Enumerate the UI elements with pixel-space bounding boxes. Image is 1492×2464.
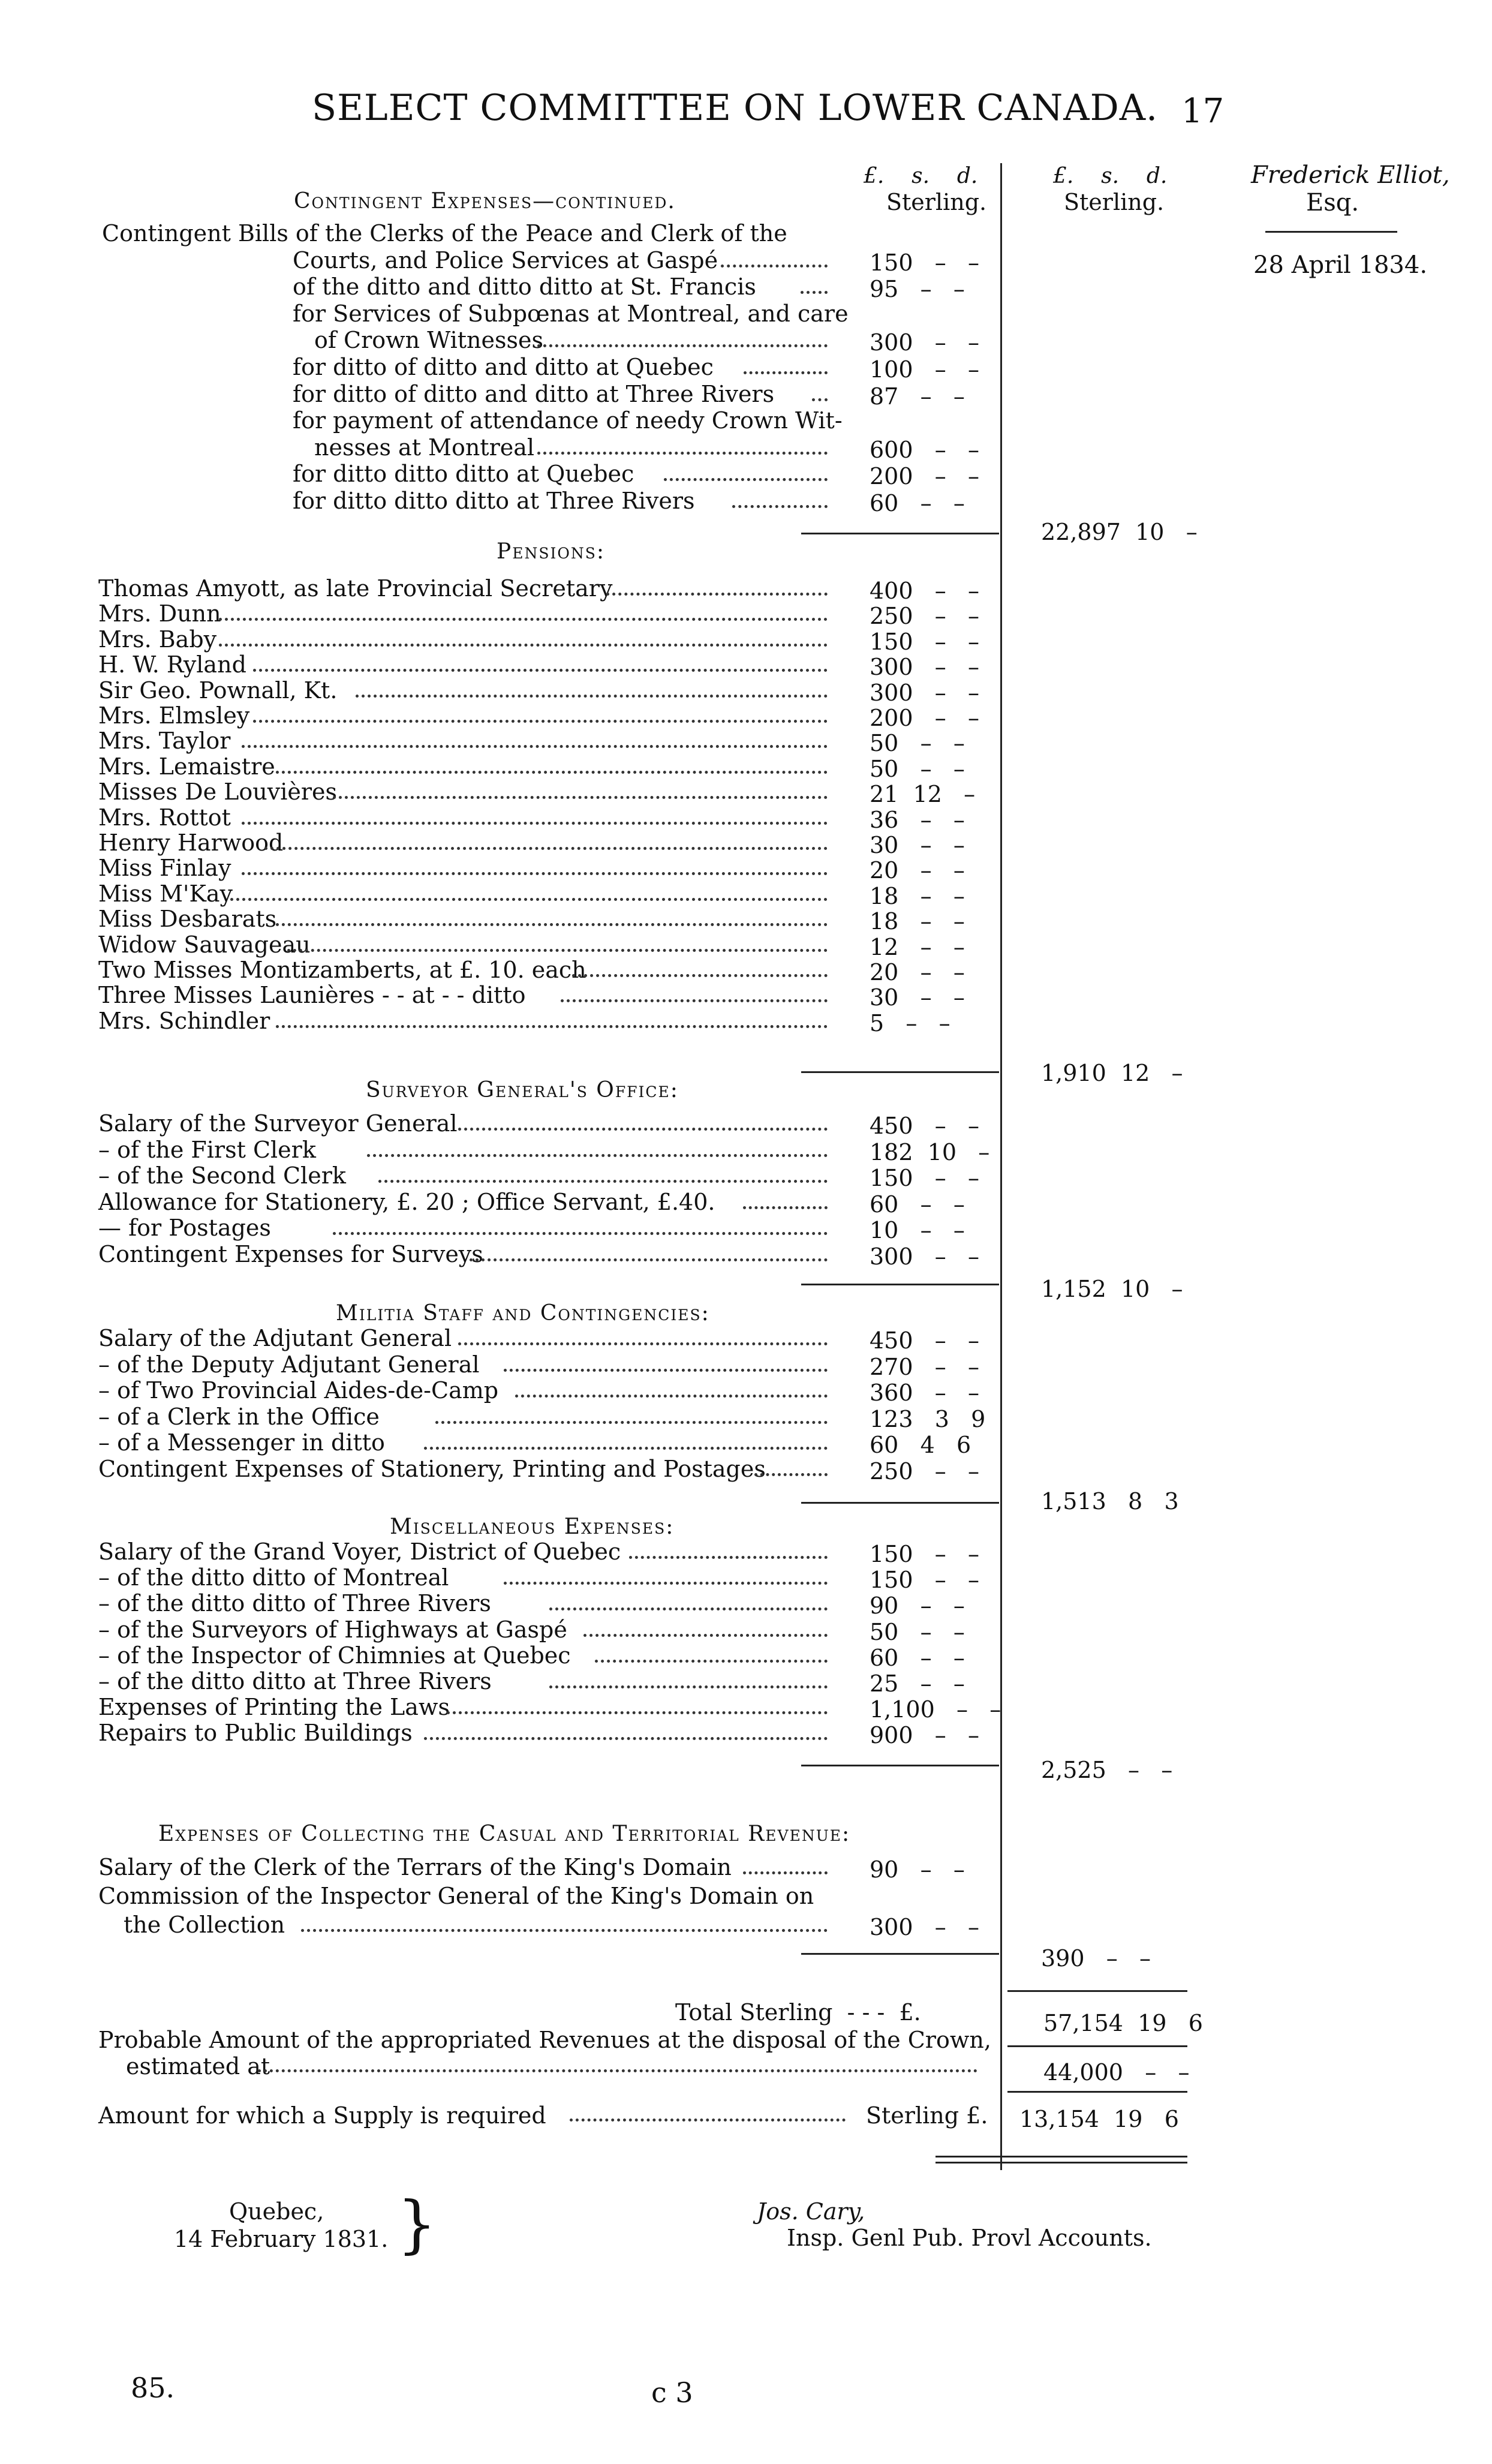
leader-dots <box>549 1685 828 1688</box>
ledger-row-amount: 200 – – <box>870 705 980 731</box>
left-col-sterling: Sterling. <box>886 189 987 215</box>
ledger-row-amount: 36 – – <box>870 807 965 833</box>
ledger-row-label: Mrs. Taylor <box>98 728 231 754</box>
leader-dots <box>378 1180 828 1183</box>
ledger-row-amount: 300 – – <box>870 1914 980 1940</box>
section-subtotal-rule <box>801 1502 999 1504</box>
ledger-row-amount: 150 – – <box>870 250 980 276</box>
supply-unit: Sterling £. <box>866 2102 988 2129</box>
ledger-row-label: H. W. Ryland <box>98 651 246 678</box>
leader-dots <box>287 949 828 952</box>
leader-dots <box>230 898 828 901</box>
leader-dots <box>629 1556 828 1559</box>
ledger-row-label: Misses De Louvières <box>98 779 338 805</box>
leader-dots <box>276 1025 828 1028</box>
ledger-row-label: Miss M'Kay <box>98 881 233 907</box>
leader-dots <box>458 1342 828 1345</box>
ledger-row-amount: 30 – – <box>870 832 965 858</box>
probable-label-2: estimated at <box>126 2053 270 2080</box>
ledger-row-label: for ditto of ditto and ditto at Three Rivers <box>293 381 775 407</box>
ledger-row-amount: 200 – – <box>870 463 980 489</box>
section-subtotal-rule <box>801 1953 999 1955</box>
ledger-row-amount: 1,100 – – <box>870 1696 1001 1723</box>
ledger-row-amount: 10 – – <box>870 1217 965 1243</box>
ledger-row-amount: 50 – – <box>870 756 965 782</box>
witness-rule <box>1265 231 1397 233</box>
ledger-row-label: – of Two Provincial Aides-de-Camp <box>98 1377 499 1404</box>
section-title-misc: Miscellaneous Expenses: <box>390 1515 675 1539</box>
section-title-surveyor: Surveyor General's Office: <box>366 1078 679 1102</box>
ledger-row-amount: 20 – – <box>870 857 965 884</box>
ledger-row-label: of the ditto and ditto ditto at St. Francis <box>293 274 756 300</box>
ledger-row-amount: 450 – – <box>870 1327 980 1354</box>
section-title-contingent: Contingent Expenses—continued. <box>294 189 676 214</box>
leader-dots <box>264 847 828 850</box>
ledger-row-label: Contingent Expenses of Stationery, Printing and Postages <box>98 1456 766 1482</box>
leader-dots <box>743 1871 828 1874</box>
ledger-row-label: – of a Clerk in the Office <box>98 1404 380 1430</box>
footer-place: Quebec, <box>229 2198 324 2225</box>
signature-name: Jos. Cary, <box>757 2198 865 2225</box>
probable-label-1: Probable Amount of the appropriated Revenues at the disposal of the Crown, <box>98 2027 991 2053</box>
leader-dots <box>435 1421 828 1424</box>
leader-dots <box>424 1737 828 1740</box>
ledger-row-label: Commission of the Inspector General of the King's Domain on <box>98 1883 814 1909</box>
leader-dots <box>721 265 828 268</box>
supply-leader <box>570 2119 846 2122</box>
leader-dots <box>301 1929 828 1932</box>
ledger-row-amount: 150 – – <box>870 629 980 655</box>
ledger-row-amount: 87 – – <box>870 383 965 410</box>
ledger-row-label: Repairs to Public Buildings <box>98 1720 413 1746</box>
leader-dots <box>595 1660 828 1663</box>
ledger-row-amount: 25 – – <box>870 1670 965 1697</box>
ledger-row-amount: 21 12 – <box>870 781 976 807</box>
section-total: 2,525 – – <box>1041 1757 1173 1783</box>
leader-dots <box>504 1369 828 1372</box>
leader-dots <box>242 822 828 825</box>
leader-dots <box>743 1206 828 1209</box>
ledger-row-label: Contingent Expenses for Surveys <box>98 1241 483 1267</box>
leader-dots <box>276 771 828 774</box>
probable-rule <box>1007 2045 1187 2047</box>
footer-date: 14 February 1831. <box>174 2226 389 2252</box>
ledger-row-label: – of the Inspector of Chimnies at Quebec <box>98 1642 571 1669</box>
signature-title: Insp. Genl Pub. Provl Accounts. <box>787 2225 1152 2251</box>
section-total: 390 – – <box>1041 1945 1151 1972</box>
section-total: 1,513 8 3 <box>1041 1488 1179 1515</box>
ledger-row-amount: 18 – – <box>870 883 965 909</box>
leader-dots <box>572 974 828 977</box>
ledger-row-label: Salary of the Adjutant General <box>98 1325 452 1351</box>
leader-dots <box>583 1634 828 1637</box>
ledger-row-label: Allowance for Stationery, £. 20 ; Office Servant, £.40. <box>98 1189 715 1215</box>
ledger-row-label: – of the Deputy Adjutant General <box>98 1351 480 1378</box>
total-rule-top <box>1007 1990 1187 1992</box>
ledger-row-amount: 600 – – <box>870 437 980 463</box>
ledger-row-label: for ditto ditto ditto at Quebec <box>293 461 634 487</box>
ledger-row-amount: 182 10 – <box>870 1139 990 1165</box>
ledger-row-label: – of the First Clerk <box>98 1137 316 1163</box>
ledger-row-amount: 12 – – <box>870 934 965 960</box>
ledger-row-amount: 60 4 6 <box>870 1432 971 1458</box>
ledger-row-amount: 150 – – <box>870 1567 980 1593</box>
ledger-row-amount: 300 – – <box>870 329 980 356</box>
section-title-casual: Expenses of Collecting the Casual and Territorial Revenue: <box>158 1822 851 1846</box>
footer-brace: } <box>397 2187 437 2261</box>
ledger-row-label: Contingent Bills of the Clerks of the Peace and Clerk of the <box>102 220 787 247</box>
left-col-units: £. s. d. <box>864 164 978 188</box>
ledger-row-label: for Services of Subpœnas at Montreal, and care <box>293 301 849 327</box>
ledger-row-label: – of a Messenger in ditto <box>98 1429 385 1456</box>
total-sterling-value: 57,154 19 6 <box>1043 2010 1203 2036</box>
ledger-row-label: — for Postages <box>98 1215 271 1241</box>
ledger-row-label: – of the ditto ditto of Three Rivers <box>98 1590 491 1616</box>
ledger-row-amount: 50 – – <box>870 730 965 756</box>
section-title-pensions: Pensions: <box>497 539 605 564</box>
section-subtotal-rule <box>801 1284 999 1285</box>
section-total: 1,910 12 – <box>1041 1060 1183 1086</box>
ledger-row-label: Three Misses Launières - - at - - ditto <box>98 982 526 1008</box>
ledger-row-label: Mrs. Elmsley <box>98 702 250 729</box>
leader-dots <box>606 593 828 596</box>
leader-dots <box>537 344 828 347</box>
ledger-row-label: for payment of attendance of needy Crown Wit- <box>293 407 843 434</box>
leader-dots <box>732 505 828 508</box>
ledger-row-amount: 150 – – <box>870 1541 980 1567</box>
leader-dots <box>253 669 828 672</box>
supply-label: Amount for which a Supply is required <box>98 2102 546 2129</box>
ledger-row-amount: 250 – – <box>870 1458 980 1485</box>
right-col-sterling: Sterling. <box>1064 189 1165 215</box>
leader-dots <box>367 1154 828 1157</box>
leader-dots <box>219 644 828 647</box>
ledger-row-amount: 300 – – <box>870 680 980 706</box>
supply-rule-bottom-2 <box>935 2162 1187 2163</box>
witness-title: Esq. <box>1306 189 1359 217</box>
ledger-row-label: of Crown Witnesses <box>314 327 543 353</box>
ledger-row-amount: 100 – – <box>870 356 980 383</box>
column-rule-left <box>1000 163 1002 2170</box>
leader-dots <box>356 695 828 698</box>
ledger-row-label: Mrs. Schindler <box>98 1008 270 1034</box>
leader-dots <box>504 1582 828 1585</box>
ledger-row-label: Mrs. Lemaistre <box>98 753 275 780</box>
ledger-row-label: Salary of the Clerk of the Terrars of the King's Domain <box>98 1854 732 1880</box>
leader-dots <box>744 371 828 374</box>
page-title: SELECT COMMITTEE ON LOWER CANADA. <box>312 87 1159 129</box>
ledger-row-amount: 123 3 9 <box>870 1406 986 1432</box>
ledger-row-label: Henry Harwood <box>98 830 284 856</box>
ledger-row-label: – of the Surveyors of Highways at Gaspé <box>98 1616 567 1643</box>
page-footer-number: 85. <box>131 2372 175 2404</box>
ledger-row-label: Miss Finlay <box>98 855 231 881</box>
section-subtotal-rule <box>801 1071 999 1073</box>
leader-dots <box>561 999 828 1002</box>
leader-dots <box>812 398 828 401</box>
leader-dots <box>549 1607 828 1610</box>
ledger-row-amount: 250 – – <box>870 603 980 629</box>
sheet-signature: c 3 <box>651 2376 693 2409</box>
section-subtotal-rule <box>801 533 999 534</box>
supply-rule-top <box>1007 2091 1187 2093</box>
ledger-row-amount: 270 – – <box>870 1354 980 1380</box>
ledger-row-label: – of the ditto ditto at Three Rivers <box>98 1668 492 1694</box>
section-subtotal-rule <box>801 1765 999 1766</box>
leader-dots <box>242 872 828 875</box>
ledger-row-amount: 300 – – <box>870 654 980 680</box>
ledger-row-amount: 60 – – <box>870 1645 965 1671</box>
ledger-row-label: Mrs. Dunn <box>98 600 221 627</box>
ledger-row-label: Salary of the Grand Voyer, District of Quebec <box>98 1539 621 1565</box>
section-total: 22,897 10 – <box>1041 519 1198 545</box>
leader-dots <box>333 796 828 799</box>
ledger-row-amount: 300 – – <box>870 1243 980 1270</box>
right-col-units: £. s. d. <box>1053 164 1168 188</box>
ledger-row-label: Salary of the Surveyor General <box>98 1110 458 1137</box>
ledger-row-amount: 18 – – <box>870 908 965 934</box>
ledger-row-label: – of the Second Clerk <box>98 1162 346 1189</box>
witness-name: Frederick Elliot, <box>1251 161 1450 189</box>
leader-dots <box>447 1711 828 1714</box>
ledger-row-label: for ditto ditto ditto at Three Rivers <box>293 488 695 514</box>
ledger-row-amount: 20 – – <box>870 959 965 985</box>
leader-dots <box>754 1473 828 1476</box>
ledger-row-amount: 60 – – <box>870 1191 965 1218</box>
page-number: 17 <box>1181 92 1225 131</box>
leader-dots <box>537 452 828 455</box>
ledger-row-amount: 450 – – <box>870 1113 980 1139</box>
leader-dots <box>424 1447 828 1450</box>
leader-dots <box>458 1128 828 1131</box>
supply-value: 13,154 19 6 <box>1019 2106 1179 2132</box>
ledger-row-label: Mrs. Rottot <box>98 804 231 831</box>
ledger-row-label: Two Misses Montizamberts, at £. 10. each <box>98 957 586 983</box>
leader-dots <box>253 720 828 723</box>
ledger-row-label: nesses at Montreal <box>314 434 535 461</box>
leader-dots <box>515 1395 828 1398</box>
probable-value: 44,000 – – <box>1043 2059 1190 2086</box>
ledger-row-amount: 360 – – <box>870 1380 980 1406</box>
ledger-row-label: Miss Desbarats <box>98 906 277 932</box>
ledger-row-label: for ditto of ditto and ditto at Quebec <box>293 354 714 380</box>
probable-leader <box>258 2069 977 2072</box>
ledger-row-label: Mrs. Baby <box>98 626 217 653</box>
section-title-militia: Militia Staff and Contingencies: <box>336 1301 710 1326</box>
ledger-row-amount: 30 – – <box>870 984 965 1011</box>
leader-dots <box>219 618 828 621</box>
supply-rule-bottom-1 <box>935 2156 1187 2157</box>
ledger-row-label: Sir Geo. Pownall, Kt. <box>98 677 338 704</box>
ledger-row-label: – of the ditto ditto of Montreal <box>98 1564 449 1591</box>
section-total: 1,152 10 – <box>1041 1276 1183 1302</box>
ledger-row-label: Widow Sauvageau <box>98 931 311 958</box>
ledger-row-amount: 900 – – <box>870 1722 980 1748</box>
ledger-row-amount: 60 – – <box>870 490 965 516</box>
leader-dots <box>276 923 828 926</box>
leader-dots <box>801 291 828 294</box>
ledger-row-label: Thomas Amyott, as late Provincial Secretary <box>98 575 613 602</box>
leader-dots <box>470 1258 828 1261</box>
witness-date: 28 April 1834. <box>1253 251 1428 279</box>
total-sterling-label: Total Sterling - - - £. <box>675 1999 921 2026</box>
ledger-row-amount: 90 – – <box>870 1592 965 1619</box>
ledger-row-label: Expenses of Printing the Laws <box>98 1694 450 1720</box>
ledger-row-amount: 5 – – <box>870 1010 950 1036</box>
leader-dots <box>242 745 828 748</box>
leader-dots <box>333 1232 828 1235</box>
ledger-row-label: Courts, and Police Services at Gaspé <box>293 247 718 274</box>
ledger-row-amount: 400 – – <box>870 578 980 604</box>
ledger-row-amount: 50 – – <box>870 1619 965 1645</box>
ledger-row-label: the Collection <box>124 1912 285 1938</box>
ledger-row-amount: 95 – – <box>870 276 965 302</box>
ledger-row-amount: 150 – – <box>870 1165 980 1191</box>
leader-dots <box>664 478 828 481</box>
ledger-row-amount: 90 – – <box>870 1856 965 1883</box>
